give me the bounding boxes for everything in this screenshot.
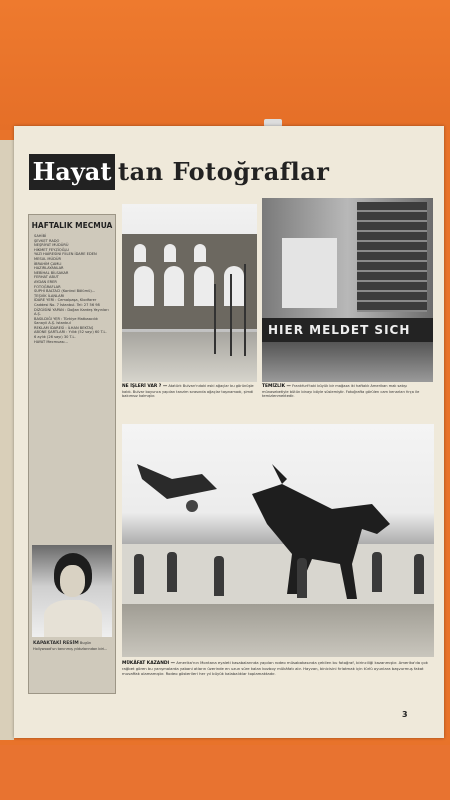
store-sign: HIER MELDET SICH bbox=[262, 318, 433, 342]
aqueduct-photo bbox=[122, 204, 257, 382]
cover-photo-caption bbox=[33, 641, 113, 651]
photo2-caption-text: Frankfurt'taki büyük bir mağaza iki haftalık Amerikan malı satışı münasebetiyle bütün binayı böyle süslemiştir. Fotoğrafta görülen cam kenarları fırça ile temizlenmektedir. bbox=[262, 384, 420, 399]
magazine-page bbox=[14, 126, 444, 738]
department-store-photo bbox=[262, 198, 433, 382]
background-top bbox=[0, 0, 450, 130]
rider-shape bbox=[132, 444, 222, 514]
page-title: tan Fotoğraflar bbox=[118, 157, 330, 186]
background-bottom bbox=[0, 745, 450, 800]
photo1-caption-title: NE İŞLERİ VAR ? — bbox=[122, 384, 168, 389]
photo2-caption-title: TEMİZLİK — bbox=[262, 384, 291, 389]
photo1-caption-text: Atatürk Bulvarı'ndaki eski ağaçlar bu görünüşle kaldı. Bulvar boyunca yapılan tanzim sırasında ağaçlar taşınamadı, şimdi bakımsız kalmıştır. bbox=[122, 384, 254, 399]
masthead-sidebar bbox=[28, 214, 116, 694]
photo2-caption bbox=[262, 384, 433, 399]
photo3-caption bbox=[122, 661, 434, 676]
cover-caption-text: Bugün Hollywood'un tanınmış yıldızlarından biri... bbox=[33, 641, 108, 651]
title-highlight: Hayat bbox=[29, 154, 115, 190]
cover-caption-title: KAPAKTAKİ RESİM bbox=[33, 641, 79, 646]
page-number: 3 bbox=[402, 710, 408, 719]
rodeo-photo bbox=[122, 424, 434, 657]
masthead-heading: HAFTALIK MECMUA bbox=[31, 221, 113, 230]
masthead-text: SAHİBİ ŞEVKET RADO NEŞRİYAT MÜDÜRÜ HİKMET FEYZİOĞLU YAZI HAİRESİNİ FİİLEN İDARE EDEN MESUL MÜDÜR İBRAHİM ÇAMLI HAZIRLAYANLAR NEBİHAL BİLSAKAR FERHAT ABUT AYDAN ERER FOTOĞRAFLAR SUPHİ BALTACI (Kontrol Bölümü)... TEŞVİK İLANLARI İDARE YERİ : Cemalpaşa, Klodfarer Caddesi No. 7 İstanbul. Tel: 27 56 98 DİZGİSİNİ YAPAN : Doğan Kardeş Yayınları A.Ş. BASILDIĞI YER : Türkiye Matbaacılık Sanayii A.Ş. İstanbul REKLAM İDARESİ : İLHAN BEKTAŞ ABONE ŞARTLARI : Yıllık (52 sayı) 60 T.L. 6 aylık (26 sayı) 30 T.L. HAYAT Mecmuası... bbox=[34, 234, 109, 344]
photo3-caption-text: Amerika'nın Montana eyaleti kasabalarında yapılan rodeo müsabakasında çekilen bu fotoğraf, birinciliği kazanmıştır. Amerika'da çok rağbet gören bu yarışmalarda yabani atların üzerinde en uzun süre kalan kovboy mükâfatı alır. Hayvan, binicisini fırlatmak için türlü oyunlara başvurmuş fakat muvaffak olamamıştır. Rodeo gösterileri her yıl büyük kalabalıklar toplamaktadır. bbox=[122, 660, 428, 676]
cover-portrait-photo bbox=[32, 545, 112, 637]
bucking-horse-shape bbox=[242, 464, 392, 604]
photo3-caption-title: MÜKÂFAT KAZANDI — bbox=[122, 661, 176, 666]
photo1-caption bbox=[122, 384, 257, 399]
page-stack-edge bbox=[0, 140, 14, 740]
